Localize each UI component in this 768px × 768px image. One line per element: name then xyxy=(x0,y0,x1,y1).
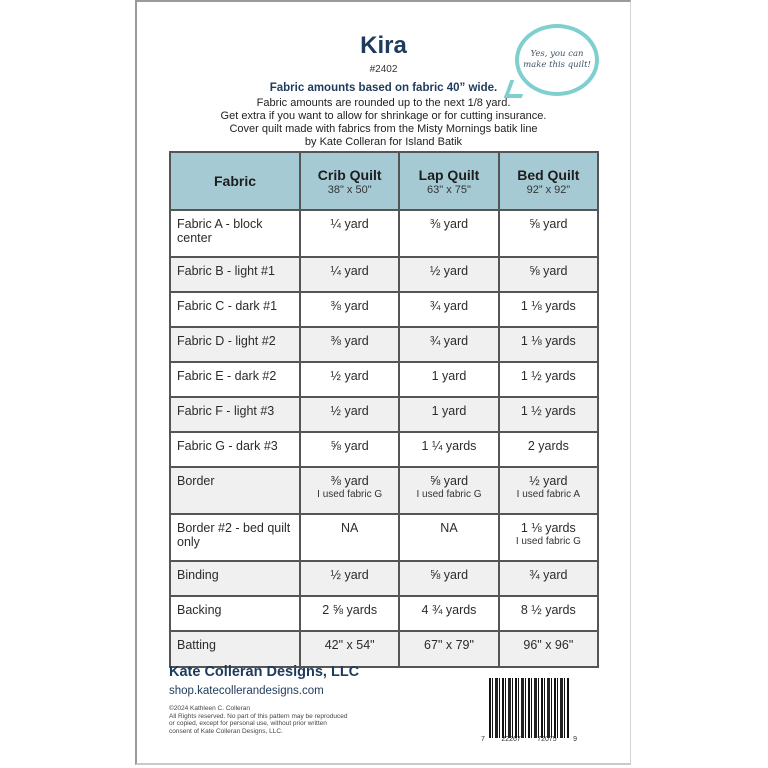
cell-bed: ½ yard I used fabric A xyxy=(499,467,598,514)
cell-crib: ⅝ yard xyxy=(300,432,399,467)
cell-bed: 1 ⅛ yards xyxy=(499,327,598,362)
table-row xyxy=(170,467,598,514)
cell-lap: ⅝ yard I used fabric G xyxy=(399,467,498,514)
copyright-line: ©2024 Kathleen C. Colleran xyxy=(169,705,251,712)
table-row xyxy=(170,561,598,596)
table-row xyxy=(170,596,598,631)
cell-crib: ⅜ yard xyxy=(300,327,399,362)
table-row xyxy=(170,397,598,432)
barcode xyxy=(481,678,577,748)
cell-crib: ⅜ yard xyxy=(300,292,399,327)
cell-lap: ¾ yard xyxy=(399,327,498,362)
cell-crib: ¼ yard xyxy=(300,210,399,257)
cell-fabric: Border xyxy=(170,467,300,514)
table-row xyxy=(170,514,598,561)
cell-crib: ½ yard xyxy=(300,362,399,397)
cell-bed: ⅝ yard xyxy=(499,257,598,292)
cell-lap: ⅜ yard xyxy=(399,210,498,257)
pattern-back-cover xyxy=(135,0,631,765)
table-row xyxy=(170,631,598,667)
cell-lap: 1 yard xyxy=(399,397,498,432)
company-name: Kate Colleran Designs, LLC xyxy=(169,664,360,680)
legal-line-2: or copied, except for personal use, without prior written xyxy=(169,720,327,727)
website-link[interactable]: shop.katecollerandesigns.com xyxy=(169,685,324,697)
bubble-text-line1: Yes, you can xyxy=(530,49,584,59)
barcode-digits: 7 22267 72075 9 xyxy=(481,736,577,743)
fabric-width-note: Fabric amounts based on fabric 40” wide. xyxy=(269,82,498,94)
cell-crib: 42" x 54" xyxy=(300,631,399,667)
cell-fabric: Fabric G - dark #3 xyxy=(170,432,300,467)
cell-fabric: Batting xyxy=(170,631,300,667)
cell-fabric: Fabric F - light #3 xyxy=(170,397,300,432)
bubble-text-line2: make this quilt! xyxy=(523,60,591,70)
cell-crib: 2 ⅝ yards xyxy=(300,596,399,631)
table-row xyxy=(170,327,598,362)
cell-crib: ¼ yard xyxy=(300,257,399,292)
cell-bed: 1 ⅛ yards I used fabric G xyxy=(499,514,598,561)
cell-bed: 1 ⅛ yards xyxy=(499,292,598,327)
rounding-note: Fabric amounts are rounded up to the next 1/8 yard. xyxy=(256,97,511,109)
column-header-crib: Crib Quilt 38" x 50" xyxy=(300,152,399,210)
cell-fabric: Backing xyxy=(170,596,300,631)
cell-bed: ¾ yard xyxy=(499,561,598,596)
pattern-number: #2402 xyxy=(369,64,398,75)
pattern-title: Kira xyxy=(360,32,407,59)
extra-note: Get extra if you want to allow for shrinkage or for cutting insurance. xyxy=(220,110,547,122)
fabric-note: I used fabric A xyxy=(516,489,581,500)
cell-fabric: Fabric B - light #1 xyxy=(170,257,300,292)
cell-fabric: Fabric A - block center xyxy=(170,210,300,257)
column-header-bed: Bed Quilt 92” x 92” xyxy=(499,152,598,210)
table-row xyxy=(170,432,598,467)
table-row xyxy=(170,292,598,327)
cell-fabric: Fabric C - dark #1 xyxy=(170,292,300,327)
cell-fabric: Fabric E - dark #2 xyxy=(170,362,300,397)
cell-fabric: Border #2 - bed quilt only xyxy=(170,514,300,561)
table-row xyxy=(170,362,598,397)
fabric-note: I used fabric G xyxy=(317,489,383,500)
cell-bed: 2 yards xyxy=(499,432,598,467)
cell-lap: 4 ¾ yards xyxy=(399,596,498,631)
cell-bed: ⅝ yard xyxy=(499,210,598,257)
cell-crib: NA xyxy=(300,514,399,561)
cell-lap: 1 ¼ yards xyxy=(399,432,498,467)
designer-note: by Kate Colleran for Island Batik xyxy=(304,136,463,148)
table-row xyxy=(170,257,598,292)
cell-bed: 8 ½ yards xyxy=(499,596,598,631)
cell-lap: ½ yard xyxy=(399,257,498,292)
legal-line-1: All Rights reserved. No part of this pattern may be reproduced xyxy=(169,712,348,720)
cell-bed: 1 ½ yards xyxy=(499,362,598,397)
cell-fabric: Fabric D - light #2 xyxy=(170,327,300,362)
table-header-row xyxy=(170,152,598,210)
cell-crib: ⅜ yard I used fabric G xyxy=(300,467,399,514)
cell-lap: NA xyxy=(399,514,498,561)
cell-fabric: Binding xyxy=(170,561,300,596)
fabric-note: I used fabric G xyxy=(416,489,482,500)
cell-crib: ½ yard xyxy=(300,397,399,432)
fabric-note: I used fabric G xyxy=(515,536,581,547)
column-header-lap: Lap Quilt 63" x 75" xyxy=(399,152,498,210)
legal-line-3: consent of Kate Colleran Designs, LLC. xyxy=(169,727,283,735)
cell-crib: ½ yard xyxy=(300,561,399,596)
column-header-fabric: Fabric xyxy=(170,152,300,210)
cover-note: Cover quilt made with fabrics from the Misty Mornings batik line xyxy=(229,123,538,135)
cell-lap: ⅝ yard xyxy=(399,561,498,596)
cell-lap: 1 yard xyxy=(399,362,498,397)
barcode-bars xyxy=(489,678,569,738)
legal-notice xyxy=(169,705,389,735)
table-row xyxy=(170,210,598,257)
cell-lap: 67" x 79" xyxy=(399,631,498,667)
cell-lap: ¾ yard xyxy=(399,292,498,327)
cell-bed: 1 ½ yards xyxy=(499,397,598,432)
fabric-requirements-table xyxy=(169,151,599,668)
cell-bed: 96" x 96" xyxy=(499,631,598,667)
